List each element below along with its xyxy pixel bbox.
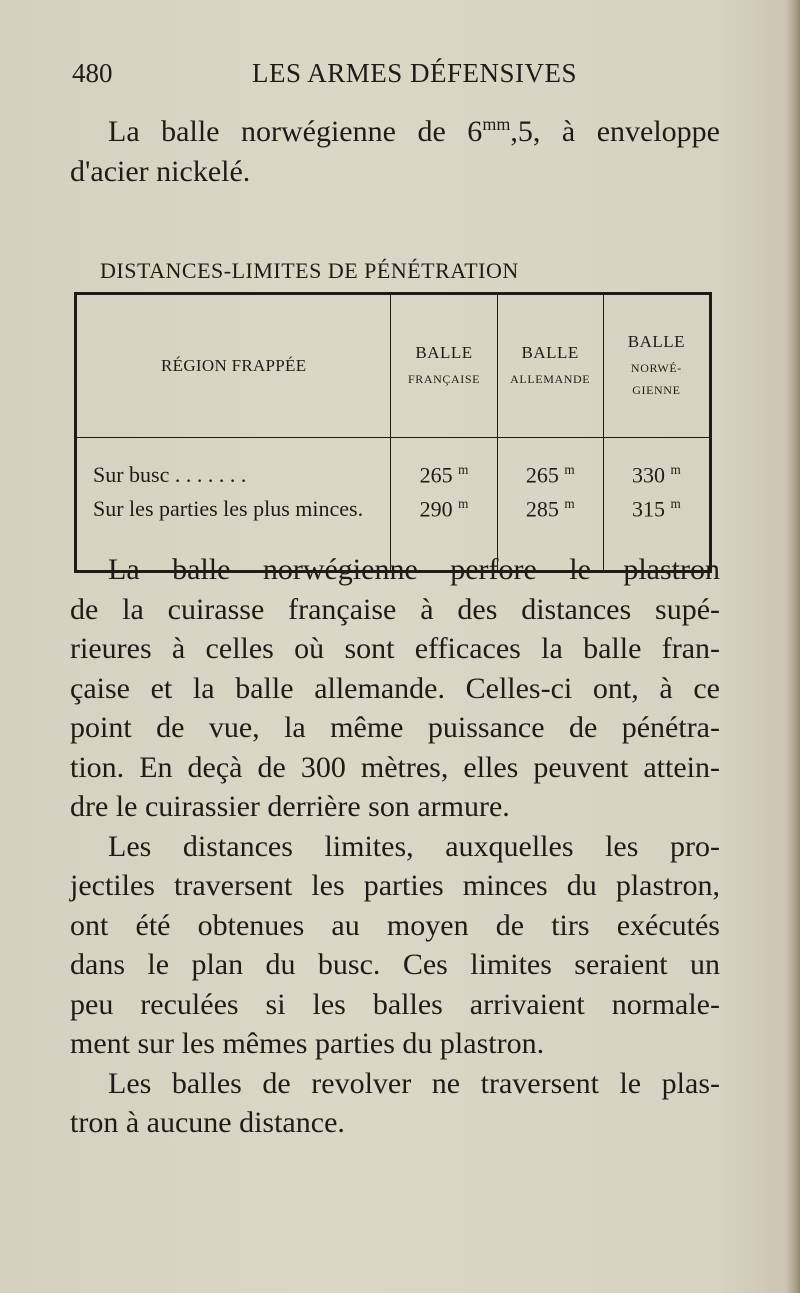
unit-label: m <box>670 461 681 477</box>
header-francaise-top: BALLE <box>415 343 473 362</box>
body-line: point de vue, la même puissance de pénétra- <box>70 711 720 744</box>
header-allemande-top: BALLE <box>521 343 579 362</box>
unit-label: m <box>458 495 469 511</box>
body-line: dans le plan du busc. Ces limites seraient un <box>70 948 720 981</box>
body-line: ment sur les mêmes parties du plastron. <box>70 1027 545 1060</box>
body-line: Les balles de revolver ne traversent le plas- <box>108 1066 720 1100</box>
body-line: çaise et la balle allemande. Celles-ci ont, à ce <box>70 671 720 705</box>
body-line: tron à aucune distance. <box>70 1106 345 1139</box>
distance-francaise: 265 $^m$ <box>391 438 497 493</box>
table-row <box>76 438 711 493</box>
running-title: LES ARMES DÉFENSIVES <box>252 58 578 88</box>
row-region: Sur busc . . . . . . . <box>93 462 247 487</box>
penetration-table <box>74 292 712 573</box>
page-header <box>72 58 712 90</box>
page-edge-shadow <box>786 0 800 1293</box>
header-norwegienne-top: BALLE <box>627 332 686 351</box>
unit-label: m <box>458 461 469 477</box>
intro-line-1: La balle norwégienne de $6^{mm},5$, à enveloppe <box>108 114 720 148</box>
body-line: rieures à celles où sont efficaces la balle fran- <box>70 632 720 665</box>
distance-norwegienne: 330 $^m$ <box>603 438 710 493</box>
distance-allemande: 285 $^m$ <box>497 492 603 572</box>
header-norwegienne-mid: NORWÉ- <box>630 361 682 375</box>
table-title: DISTANCES-LIMITES DE PÉNÉTRATION <box>100 258 519 283</box>
body-line: dre le cuirassier derrière son armure. <box>70 790 510 823</box>
body-line: ont été obtenues au moyen de tirs exécutés <box>70 908 720 942</box>
header-norwegienne-bottom: GIENNE <box>632 383 681 397</box>
body-line: Les distances limites, auxquelles les pro- <box>108 829 720 863</box>
header-region: RÉGION FRAPPÉE <box>76 294 391 438</box>
header-francaise-bottom: FRANÇAISE <box>407 372 481 386</box>
intro-line-2: d'acier nickelé. <box>70 155 251 188</box>
unit-label: m <box>564 495 575 511</box>
distance-allemande: 265 $^m$ <box>497 438 603 493</box>
row-region: Sur les parties les plus minces. <box>93 496 364 521</box>
unit-label: m <box>670 495 681 511</box>
header-balle-allemande <box>497 294 603 438</box>
body-line: tion. En deçà de 300 mètres, elles peuvent attein- <box>70 750 720 784</box>
body-line: peu reculées si les balles arrivaient normale- <box>70 987 720 1021</box>
distance-norwegienne: 315 $^m$ <box>603 492 710 572</box>
body-line: jectiles traversent les parties minces du plastron, <box>70 869 720 902</box>
intro-paragraph <box>70 104 720 192</box>
distance-francaise: 290 $^m$ <box>391 492 497 572</box>
page-number: 480 <box>72 58 113 88</box>
unit-label: m <box>564 461 575 477</box>
header-balle-norwegienne <box>603 294 710 438</box>
body-line: de la cuirasse française à des distances supé- <box>70 592 720 626</box>
body-line: La balle norwégienne perfore le plastron <box>108 553 720 586</box>
header-balle-francaise <box>391 294 497 438</box>
body-text <box>70 550 720 1143</box>
header-allemande-bottom: ALLEMANDE <box>510 372 591 386</box>
